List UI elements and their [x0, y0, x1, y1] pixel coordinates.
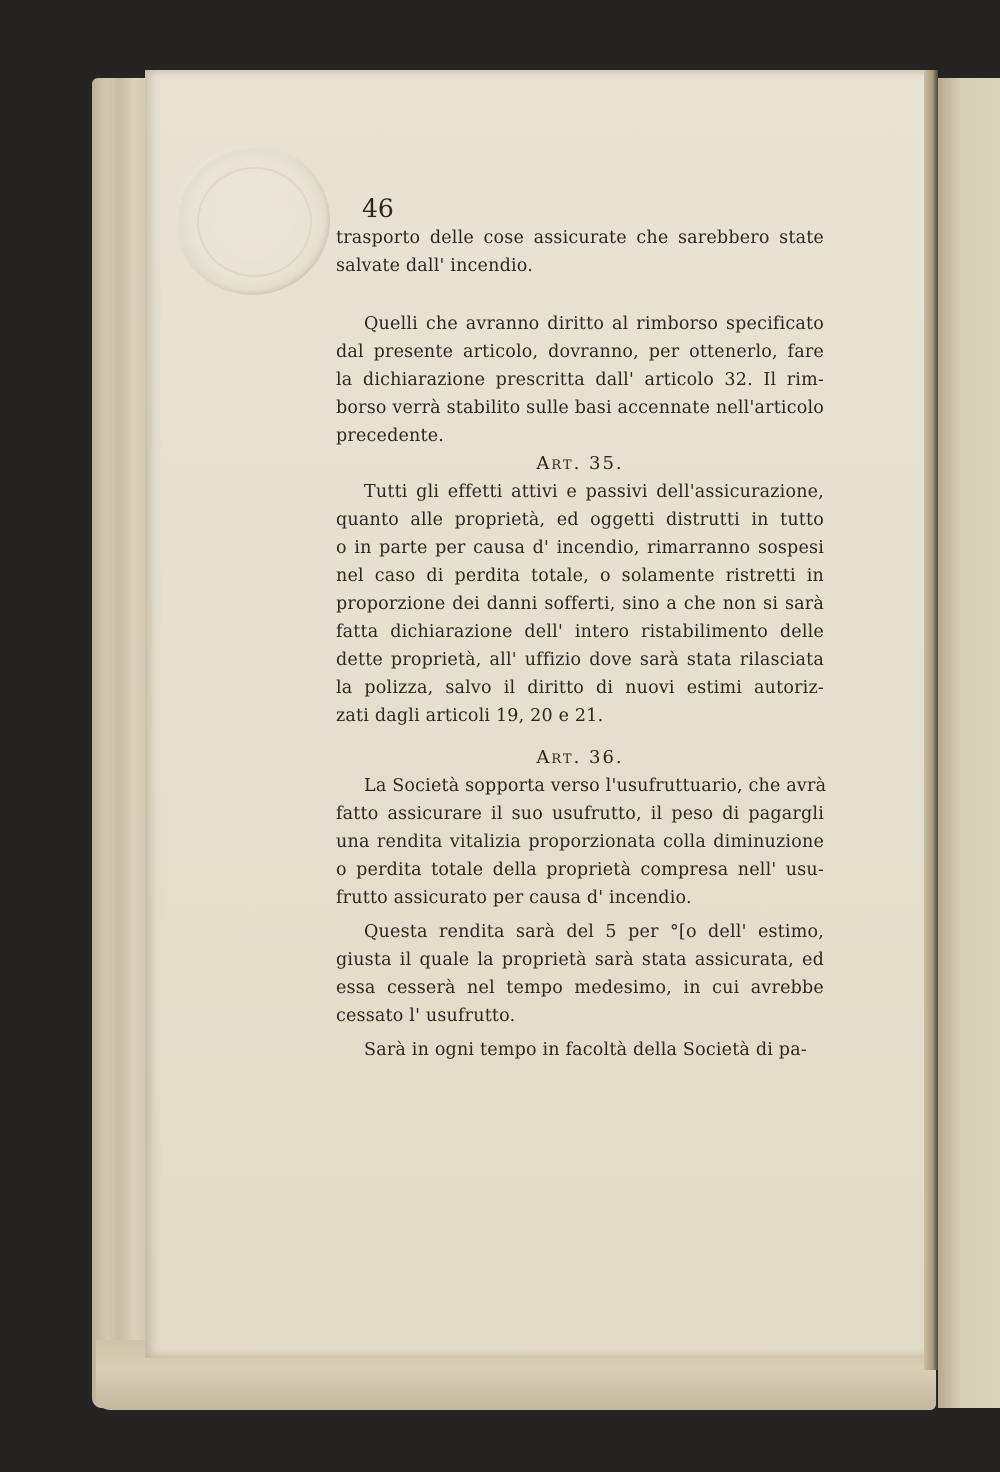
text-line: quanto alle proprietà, ed oggetti distrutti in tutto: [336, 510, 824, 530]
text-line: la polizza, salvo il diritto di nuovi estimi autoriz-: [336, 678, 824, 698]
text-line: frutto assicurato per causa d' incendio.: [336, 888, 692, 908]
text-line: essa cesserà nel tempo medesimo, in cui avrebbe: [336, 978, 824, 998]
text-line: salvate dall' incendio.: [336, 256, 533, 276]
article-36-paragraph-1: [336, 772, 827, 912]
article-35-text: [336, 478, 824, 730]
paragraph-continuation: [336, 224, 824, 280]
page-stack-edge: [92, 78, 152, 1408]
text-line: Questa rendita sarà del 5 per °[o dell' estimo,: [364, 922, 824, 942]
text-line: Sarà in ogni tempo in facoltà della Società di pa-: [364, 1040, 807, 1060]
text-line: nel caso di perdita totale, o solamente ristretti in: [336, 566, 824, 586]
embossed-seal: [175, 145, 330, 295]
article-36-paragraph-3: [336, 1036, 824, 1064]
text-line: zati dagli articoli 19, 20 e 21.: [336, 706, 604, 726]
text-line: borso verrà stabilito sulle basi accennate nell'articolo: [336, 398, 824, 418]
text-line: cessato l' usufrutto.: [336, 1006, 516, 1026]
text-line: La Società sopporta verso l'usufruttuario, che avrà: [364, 776, 827, 796]
text-line: la dichiarazione prescritta dall' articolo 32. Il rim-: [336, 370, 824, 390]
text-line: precedente.: [336, 426, 445, 446]
page-number: 46: [362, 194, 394, 223]
paragraph-rimborso: [336, 310, 824, 450]
text-line: dette proprietà, all' uffizio dove sarà stata rilasciata: [336, 650, 824, 670]
text-line: proporzione dei danni sofferti, sino a che non si sarà: [336, 594, 824, 614]
text-line: giusta il quale la proprietà sarà stata assicurata, ed: [336, 950, 824, 970]
text-line: o in parte per causa d' incendio, rimarranno sospesi: [336, 538, 824, 558]
page-text: [336, 224, 827, 1064]
embossed-seal-ring: [197, 167, 312, 277]
article-36-paragraph-2: [336, 918, 824, 1030]
article-heading-36: Art. 36.: [536, 747, 624, 768]
text-line: fatto assicurare il suo usufrutto, il peso di pagargli: [336, 804, 824, 824]
text-line: fatta dichiarazione dell' intero ristabilimento delle: [336, 622, 824, 642]
text-line: una rendita vitalizia proporzionata colla diminuzione: [336, 832, 824, 852]
article-heading-35: Art. 35.: [536, 453, 624, 474]
facing-page-edge: [938, 78, 1000, 1408]
text-line: dal presente articolo, dovranno, per ottenerlo, fare: [336, 342, 824, 362]
text-line: o perdita totale della proprietà compresa nell' usu-: [336, 860, 824, 880]
binding-gutter: [924, 70, 938, 1370]
text-line: Tutti gli effetti attivi e passivi dell'assicurazione,: [364, 482, 824, 502]
text-line: trasporto delle cose assicurate che sarebbero state: [336, 228, 824, 248]
text-line: Quelli che avranno diritto al rimborso specificato: [364, 314, 824, 334]
